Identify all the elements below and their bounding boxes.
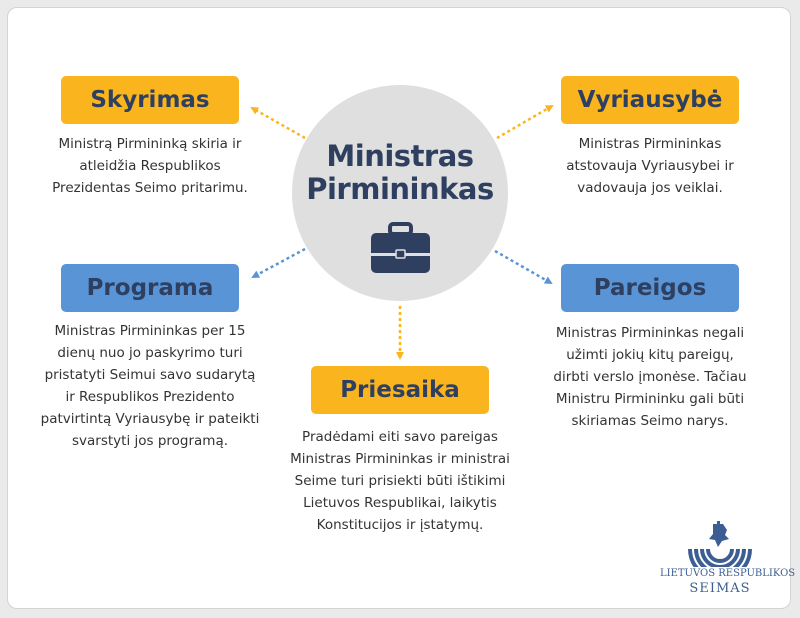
pareigos-line: skiriamas Seimo narys. — [571, 413, 729, 429]
pareigos-line: Ministru Pirmininku gali būti — [555, 391, 745, 407]
seimas-emblem-icon — [687, 521, 753, 567]
logo-line1: LIETUVOS RESPUBLIKOS — [660, 568, 796, 579]
priesaika-line: Seime turi prisiekti būti ištikimi — [294, 473, 506, 489]
priesaika-line: Lietuvos Respublikai, laikytis — [303, 495, 497, 511]
pareigos-line: dirbti verslo įmonėse. Tačiau — [553, 369, 747, 385]
priesaika-description — [285, 426, 515, 536]
seimas-logo — [660, 521, 796, 601]
center-title-line1: Ministras — [326, 139, 474, 173]
skyrimas-description — [45, 133, 255, 199]
center-title — [292, 140, 508, 206]
priesaika-label — [311, 366, 489, 414]
vyriausybe-label-text: Vyriausybė — [577, 87, 723, 113]
pareigos-line: užimti jokių kitų pareigų, — [566, 347, 734, 363]
skyrimas-label — [61, 76, 239, 124]
vyriausybe-label — [561, 76, 739, 124]
programa-line: svarstyti jos programą. — [71, 433, 229, 449]
priesaika-line: Pradėdami eiti savo pareigas — [302, 429, 498, 445]
vyriausybe-line: vadovauja jos veiklai. — [577, 180, 723, 196]
programa-line: ir Respublikos Prezidento — [65, 389, 235, 405]
programa-line: Ministras Pirmininkas per 15 — [54, 323, 246, 339]
pareigos-label — [561, 264, 739, 312]
logo-line2: SEIMAS — [689, 581, 751, 596]
priesaika-line: Ministras Pirmininkas ir ministrai — [290, 451, 510, 467]
vyriausybe-line: atstovauja Vyriausybei ir — [566, 158, 734, 174]
pareigos-label-text: Pareigos — [593, 275, 707, 301]
arrow-to-skyrimas — [252, 108, 305, 138]
priesaika-label-text: Priesaika — [340, 377, 460, 403]
arrow-to-programa — [253, 249, 305, 277]
skyrimas-line: Prezidentas Seimo pritarimu. — [52, 180, 248, 196]
priesaika-line: Konstitucijos ir įstatymų. — [316, 517, 484, 533]
programa-label-text: Programa — [86, 275, 214, 301]
arrow-to-vyriausybe — [497, 106, 552, 138]
programa-line: pristatyti Seimui savo sudarytą — [44, 367, 256, 383]
center-title-line2: Pirmininkas — [306, 172, 494, 206]
programa-line: dienų nuo jo paskyrimo turi — [57, 345, 243, 361]
skyrimas-line: atleidžia Respublikos — [79, 158, 221, 174]
programa-label — [61, 264, 239, 312]
programa-description — [40, 320, 260, 452]
vyriausybe-description — [545, 133, 755, 199]
arrow-to-pareigos — [495, 251, 551, 283]
pareigos-description — [540, 322, 760, 432]
programa-line: patvirtintą Vyriausybę ir pateikti — [40, 411, 260, 427]
briefcase-icon — [370, 222, 431, 274]
skyrimas-label-text: Skyrimas — [90, 87, 210, 113]
skyrimas-line: Ministrą Pirmininką skiria ir — [58, 136, 242, 152]
pareigos-line: Ministras Pirmininkas negali — [555, 325, 745, 341]
vyriausybe-line: Ministras Pirmininkas — [578, 136, 722, 152]
